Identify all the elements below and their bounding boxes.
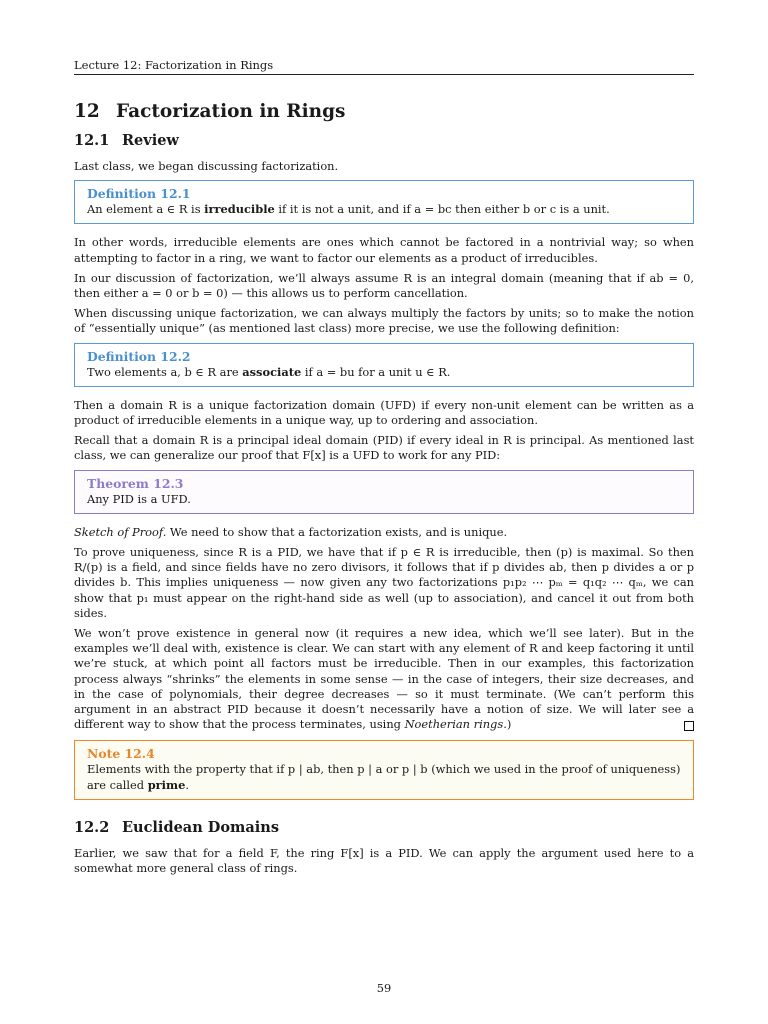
- paragraph-pid: Recall that a domain R is a principal ideal domain (PID) if every ideal in R is principal. As mentioned last class, we can generalize our proof that F[x] is a UFD to work for any PID:: [74, 433, 694, 463]
- note-title: Note 12.4: [87, 746, 155, 762]
- definition-text-b: if it is not a unit, and if a = bc then either b or c is a unit.: [274, 202, 610, 217]
- paragraph-integral-domain: In our discussion of factorization, we’ll always assume R is an integral domain (meaning that if ab = 0, then either a = 0 or b = 0) — this allows us to perform cancellation.: [74, 270, 694, 301]
- intro-paragraph: Last class, we began discussing factorization.: [74, 159, 339, 173]
- subsection-number: 12.1: [74, 132, 110, 149]
- definition-term: associate: [242, 364, 302, 379]
- definition-text: [87, 202, 681, 217]
- section-title: Factorization in Rings: [116, 101, 346, 122]
- theorem-12-3-box: [74, 470, 694, 514]
- page-number: 59: [376, 981, 392, 995]
- note-text: [87, 762, 681, 792]
- definition-title: Definition 12.2: [87, 348, 191, 364]
- paragraph-units: When discussing unique factorization, we can always multiply the factors by units; so to make the notion of “essentially unique” (as mentioned last class) more precise, we use the following definition:: [74, 306, 694, 336]
- theorem-title: Theorem 12.3: [87, 475, 184, 491]
- note-text-b: .: [185, 777, 189, 792]
- section-number: 12: [74, 101, 100, 122]
- paragraph-euclidean: Earlier, we saw that for a field F, the ring F[x] is a PID. We can apply the argument used here to a somewhat more general class of rings.: [74, 845, 694, 876]
- paragraph-ufd: Then a domain R is a unique factorization domain (UFD) if every non-unit element can be written as a product of irreducible elements in a unique way, up to ordering and association.: [74, 397, 694, 428]
- page: [74, 58, 694, 876]
- subsection-title: Euclidean Domains: [122, 818, 279, 836]
- definition-text: [87, 365, 681, 380]
- section-heading: [74, 101, 694, 123]
- running-head: Lecture 12: Factorization in Rings: [74, 58, 694, 75]
- proof-existence-end: .): [503, 717, 512, 732]
- definition-text-a: Two elements a, b ∈ R are: [87, 364, 243, 379]
- subsection-title: Review: [122, 132, 179, 149]
- qed-icon: [684, 721, 694, 731]
- definition-title: Definition 12.1: [87, 186, 191, 202]
- definition-12-1-box: [74, 180, 694, 224]
- proof-existence: [74, 626, 694, 732]
- definition-text-a: An element a ∈ R is: [87, 202, 205, 217]
- definition-12-2-box: [74, 343, 694, 387]
- proof-opening: [74, 525, 694, 540]
- definition-text-b: if a = bu for a unit u ∈ R.: [301, 364, 451, 379]
- paragraph-irreducible: In other words, irreducible elements are ones which cannot be factored in a nontrivial way; so when attempting to factor in a ring, we want to factor our elements as a product of irreducibles.: [74, 235, 694, 265]
- note-term: prime: [147, 777, 186, 792]
- proof-uniqueness: To prove uniqueness, since R is a PID, we have that if p ∈ R is irreducible, then (p) is maximal. So then R/(p) is a field, and since fields have no zero divisors, it follows that if p divides ab, then p divides a or p divides b. This implies uniqueness — now given any two factorizations p₁p₂ ⋯ pₘ = q₁q₂ ⋯ qₘ, we can show that p₁ must appear on the right-hand side as well (up to association), and cancel it out from both sides.: [74, 545, 694, 620]
- subsection-number: 12.2: [74, 818, 110, 836]
- proof-first-sentence: We need to show that a factorization exists, and is unique.: [166, 524, 508, 539]
- definition-term: irreducible: [204, 202, 275, 217]
- proof-label: Sketch of Proof.: [74, 524, 167, 539]
- noetherian-rings-term: Noetherian rings: [404, 717, 504, 732]
- theorem-text: Any PID is a UFD.: [87, 491, 191, 506]
- subsection-heading-euclidean: [74, 818, 694, 838]
- proof-existence-text: We won’t prove existence in general now (it requires a new idea, which we’ll see later). But in the examples we’ll deal with, existence is clear. We can start with any element of R and keep factoring it until we’re stuck, at which point all factors must be irreducible. Then in our examples, this factorization process always “shrinks” the elements in some sense — in the case of integers, their size decreases, and in the case of polynomials, their degree decreases — so it must terminate. (We can’t perform this argument in an abstract PID because it doesn’t necessarily have a notion of size. We will later see a different way to show that the process terminates, using: [74, 626, 694, 732]
- note-12-4-box: [74, 740, 694, 799]
- subsection-heading-review: [74, 131, 694, 151]
- note-text-a: Elements with the property that if p | ab, then p | a or p | b (which we used in the proof of uniqueness) are called: [87, 762, 681, 792]
